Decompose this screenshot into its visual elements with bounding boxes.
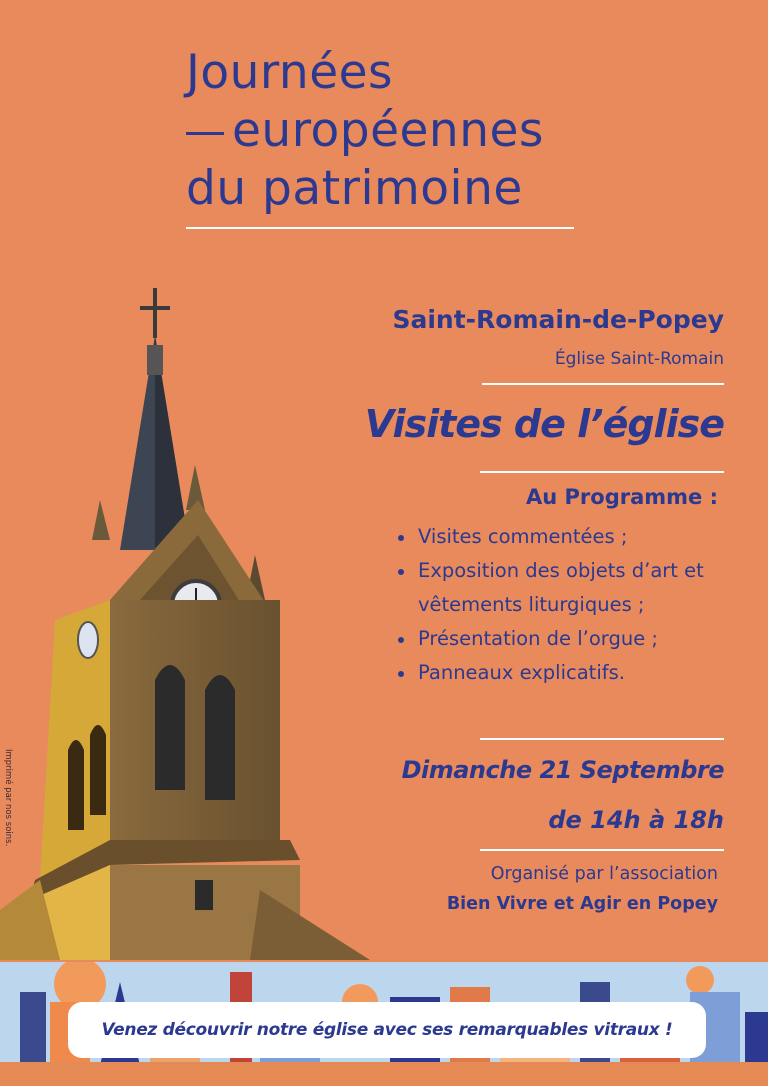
banner-message: Venez découvrir notre église avec ses remarquables vitraux ! — [101, 1020, 673, 1040]
program-item: Panneaux explicatifs. — [392, 656, 742, 690]
event-date: Dimanche 21 Septembre — [401, 756, 724, 784]
heritage-days-logo — [186, 44, 576, 218]
program-item: Exposition des objets d’art et vêtements liturgiques ; — [392, 554, 742, 622]
logo-dash — [186, 132, 224, 135]
program-item: Visites commentées ; — [392, 520, 742, 554]
organizer-name: Bien Vivre et Agir en Popey — [446, 894, 718, 914]
divider — [480, 738, 724, 740]
divider — [480, 849, 724, 851]
logo-divider — [186, 227, 574, 229]
program-heading: Au Programme : — [526, 485, 718, 509]
logo-line-3: du patrimoine — [186, 161, 523, 216]
divider — [482, 383, 724, 385]
banner-message-box — [68, 1002, 706, 1058]
church-bell-tower-image — [0, 280, 370, 960]
organizer-intro: Organisé par l’association — [490, 864, 718, 884]
imprint-note: Imprimé par nos soins. — [3, 749, 13, 847]
program-list — [392, 520, 742, 690]
logo-line-1: Journées — [186, 45, 394, 100]
divider — [480, 471, 724, 473]
program-item: Présentation de l’orgue ; — [392, 622, 742, 656]
church-name: Église Saint-Romain — [554, 349, 724, 369]
town-name: Saint-Romain-de-Popey — [392, 305, 724, 334]
event-time: de 14h à 18h — [548, 806, 724, 834]
event-title: Visites de l’église — [364, 402, 724, 446]
logo-line-2: européennes — [186, 102, 576, 160]
